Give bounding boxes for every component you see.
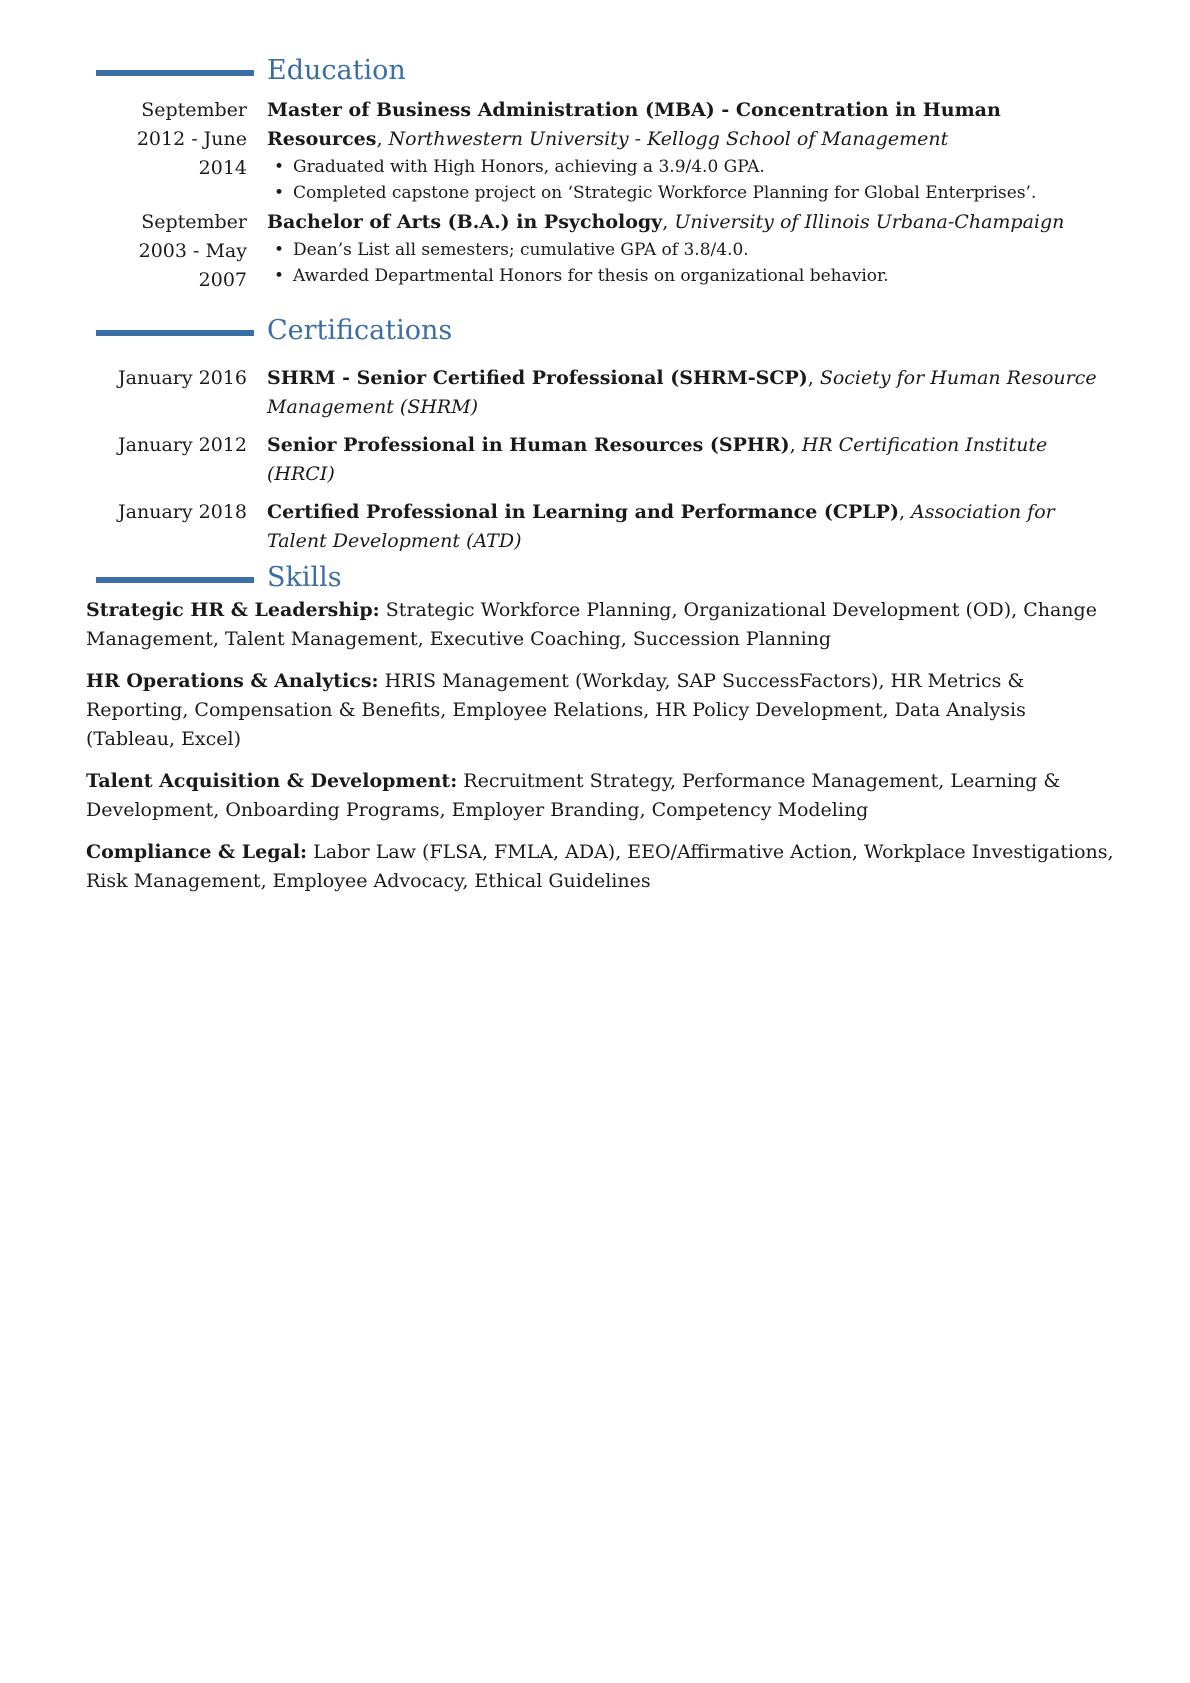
- certification-name: Senior Professional in Human Resources (SPHR): [267, 434, 790, 456]
- entry-date: September 2012 - June 2014: [136, 99, 247, 179]
- certification-name: SHRM - Senior Certified Professional (SHRM-SCP): [267, 367, 808, 389]
- skill-items: Recruitment Strategy, Performance Management, Learning & Development, Onboarding Programs, Employer Branding, Competency Modeling: [86, 770, 1061, 821]
- bullet-text: Graduated with High Honors, achieving a 3.9/4.0 GPA.: [293, 157, 765, 177]
- certification-name: Certified Professional in Learning and Performance (CPLP): [267, 501, 899, 523]
- section-title: Skills: [267, 562, 342, 593]
- list-item: [267, 263, 1105, 289]
- section-rule: [96, 577, 254, 583]
- certification-issuer: Association for Talent Development (ATD): [267, 501, 1055, 552]
- bullet-icon: •: [274, 183, 285, 203]
- skill-category: Strategic HR & Leadership:: [86, 599, 380, 621]
- institution-name: University of Illinois Urbana-Champaign: [674, 211, 1065, 233]
- institution-name: Northwestern University - Kellogg School of Management: [388, 128, 949, 150]
- skill-category: HR Operations & Analytics:: [86, 670, 379, 692]
- certification-issuer: HR Certification Institute (HRCI): [267, 434, 1048, 485]
- bullet-icon: •: [274, 157, 285, 177]
- entry-date: January 2012: [118, 434, 247, 456]
- skill-items: Strategic Workforce Planning, Organizational Development (OD), Change Management, Talent Management, Executive Coaching, Succession Planning: [86, 599, 1097, 650]
- bullet-text: Awarded Departmental Honors for thesis on organizational behavior.: [293, 266, 889, 286]
- skill-items: HRIS Management (Workday, SAP SuccessFactors), HR Metrics & Reporting, Compensation & Benefits, Employee Relations, HR Policy Development, Data Analysis (Tableau, Excel): [86, 670, 1026, 750]
- bullet-text: Completed capstone project on ‘Strategic Workforce Planning for Global Enterprises’.: [293, 183, 1037, 203]
- skill-group: [86, 767, 1116, 825]
- section-rule: [96, 70, 254, 76]
- skills-section-header: [96, 562, 1096, 599]
- skill-category: Talent Acquisition & Development:: [86, 770, 458, 792]
- entry-body: Bachelor of Arts (B.A.) in Psychology, University of Illinois Urbana-Champaign • Dean’s List all semesters; cumulative GPA of 3.8/4.0. • Awarded Departmental Honors for thesis on organizational behavior.: [267, 208, 1105, 289]
- bullet-list: [267, 237, 1105, 289]
- list-item: [267, 154, 1105, 180]
- bullet-icon: •: [274, 240, 285, 260]
- entry-date: January 2016: [118, 367, 247, 389]
- degree-title: Bachelor of Arts (B.A.) in Psychology: [267, 211, 663, 233]
- list-item: [267, 237, 1105, 263]
- entry-body: Master of Business Administration (MBA) - Concentration in Human Resources, Northwestern University - Kellogg School of Management • Graduated with High Honors, achieving a 3.9/4.0 GPA. • Completed capstone project on ‘Strategic Workforce Planning for Global Enterprises’.: [267, 96, 1105, 206]
- skill-group: [86, 838, 1116, 896]
- entry-date: January 2018: [118, 501, 247, 523]
- entry-body: SHRM - Senior Certified Professional (SHRM-SCP), Society for Human Resource Management (SHRM): [267, 367, 1097, 418]
- certifications-section-header: [96, 315, 1096, 352]
- bullet-icon: •: [274, 266, 285, 286]
- section-title: Education: [267, 55, 406, 86]
- skill-items: Labor Law (FLSA, FMLA, ADA), EEO/Affirmative Action, Workplace Investigations, Risk Management, Employee Advocacy, Ethical Guidelines: [86, 841, 1114, 892]
- entry-body: Senior Professional in Human Resources (SPHR), HR Certification Institute (HRCI): [267, 434, 1048, 485]
- list-item: [267, 180, 1105, 206]
- degree-title: Master of Business Administration (MBA) - Concentration in Human Resources: [267, 99, 1001, 150]
- entry-body: Certified Professional in Learning and Performance (CPLP), Association for Talent Development (ATD): [267, 501, 1055, 552]
- skill-group: [86, 596, 1116, 654]
- skill-category: Compliance & Legal:: [86, 841, 308, 863]
- bullet-text: Dean’s List all semesters; cumulative GPA of 3.8/4.0.: [293, 240, 749, 260]
- section-title: Certifications: [267, 315, 453, 346]
- certification-issuer: Society for Human Resource Management (SHRM): [267, 367, 1097, 418]
- bullet-list: [267, 154, 1105, 206]
- skill-group: [86, 667, 1116, 754]
- section-rule: [96, 330, 254, 336]
- entry-date: September 2003 - May 2007: [138, 211, 247, 291]
- education-section-header: [96, 55, 1096, 92]
